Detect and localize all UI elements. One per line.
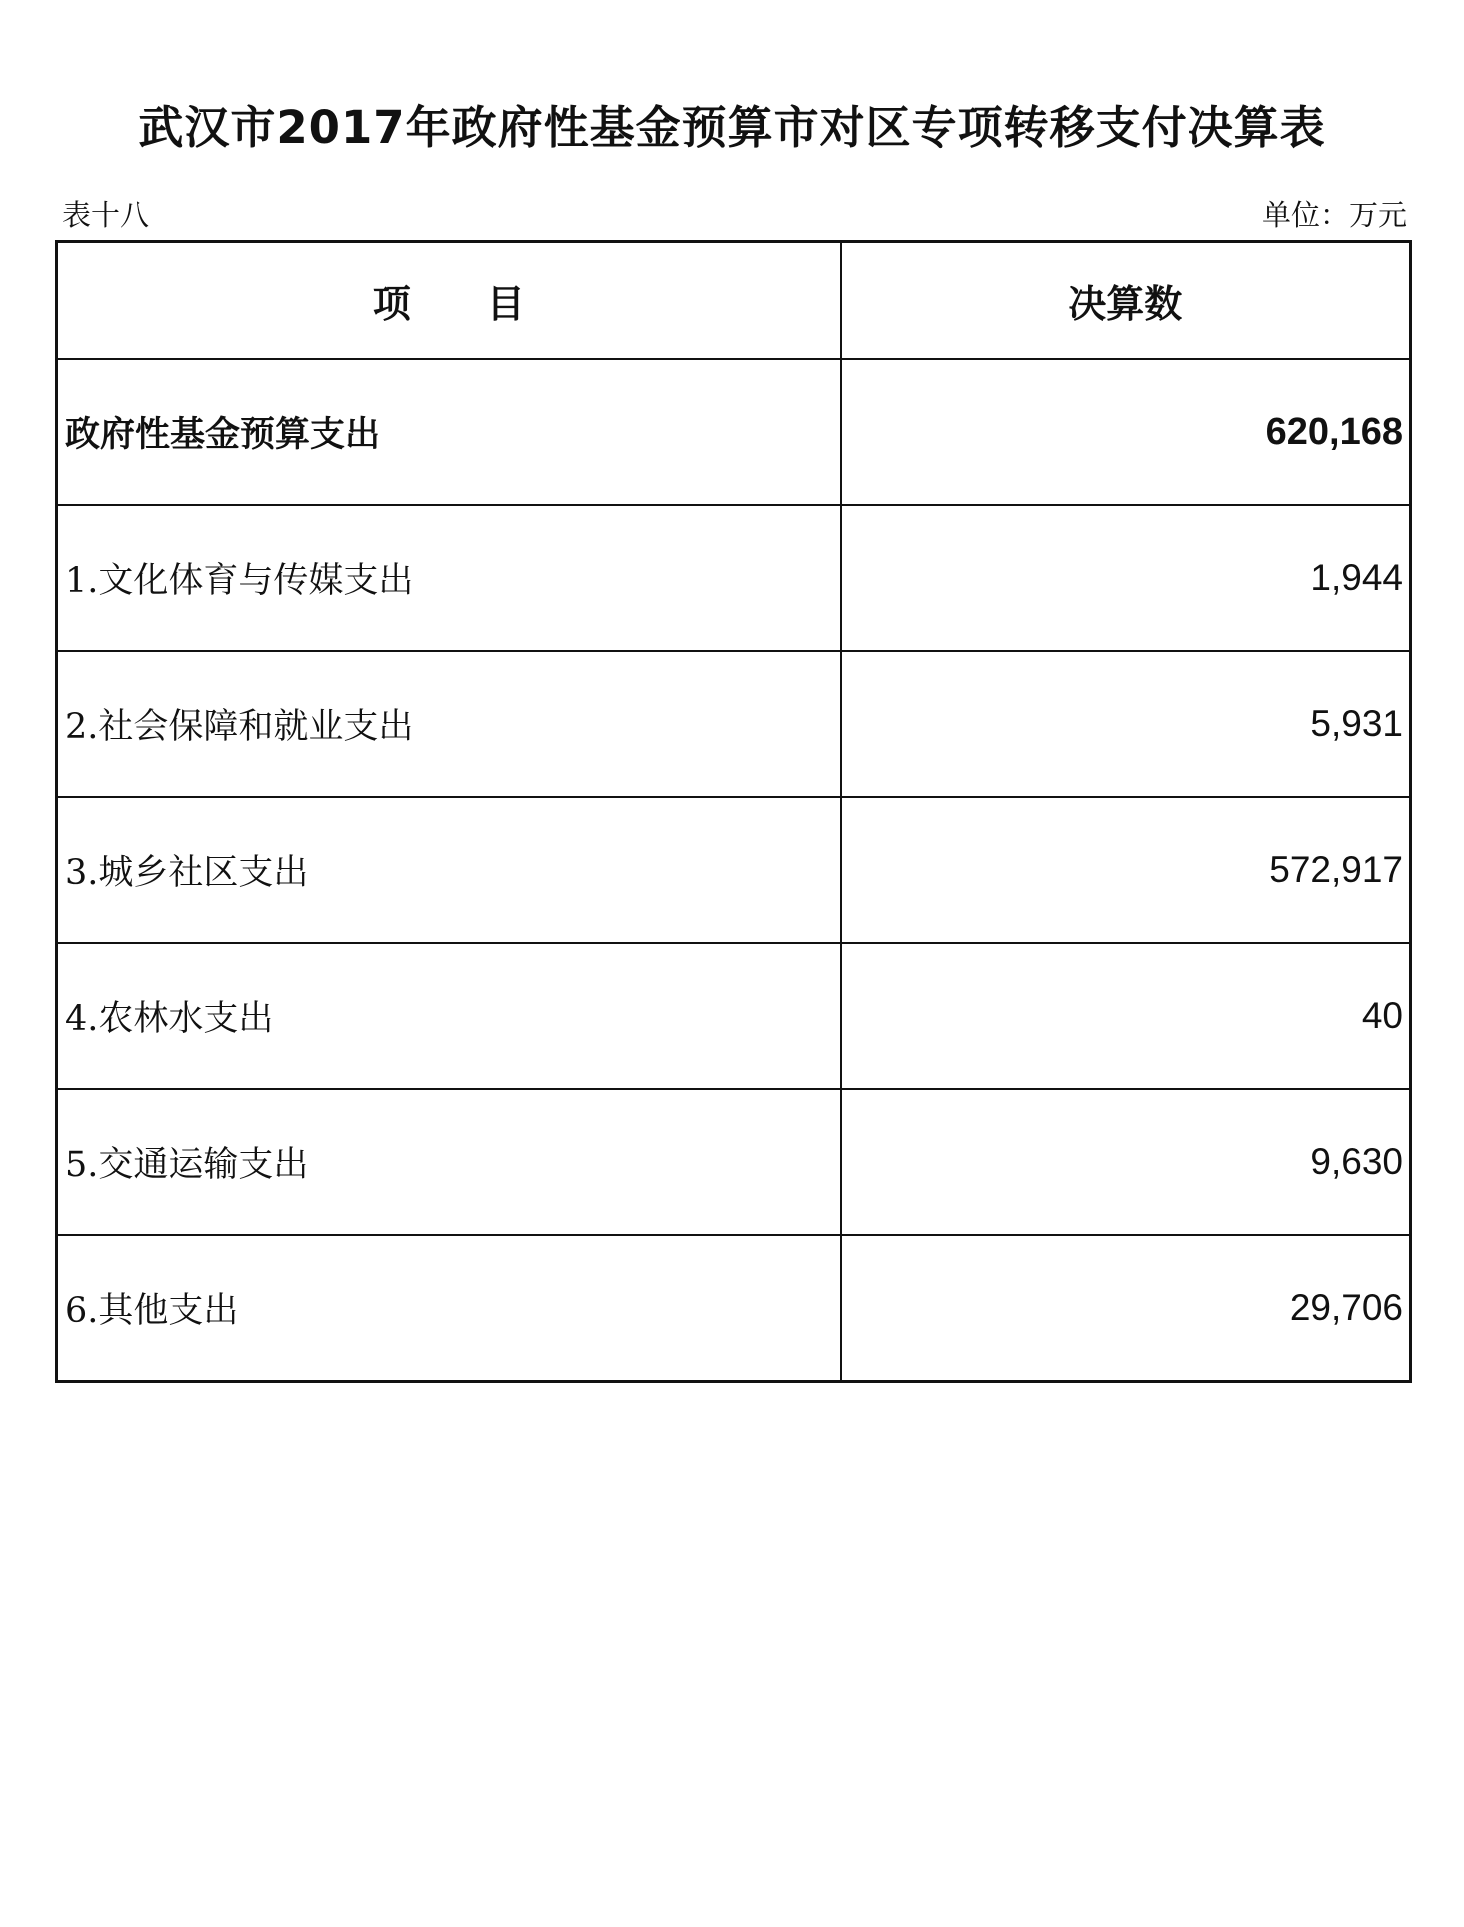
table-row	[57, 943, 1411, 1089]
row-item-value: 29,706	[841, 1235, 1411, 1382]
total-item-label: 政府性基金预算支出	[57, 359, 841, 505]
row-item-label: 1.文化体育与传媒支出	[57, 505, 841, 651]
row-item-value: 1,944	[841, 505, 1411, 651]
table-row	[57, 1089, 1411, 1235]
row-item-label: 2.社会保障和就业支出	[57, 651, 841, 797]
total-row	[57, 359, 1411, 505]
row-item-value: 9,630	[841, 1089, 1411, 1235]
table-row	[57, 797, 1411, 943]
table-row	[57, 1235, 1411, 1382]
final-accounts-table	[55, 240, 1412, 1383]
unit-label: 单位：万元	[1261, 198, 1407, 232]
row-item-label: 4.农林水支出	[57, 943, 841, 1089]
row-item-label: 3.城乡社区支出	[57, 797, 841, 943]
row-item-label: 6.其他支出	[57, 1235, 841, 1382]
row-item-value: 572,917	[841, 797, 1411, 943]
table-row	[57, 651, 1411, 797]
total-item-value: 620,168	[841, 359, 1411, 505]
table-number: 表十八	[62, 198, 150, 232]
row-item-value: 5,931	[841, 651, 1411, 797]
row-item-value: 40	[841, 943, 1411, 1089]
table-header-row	[57, 242, 1411, 360]
row-item-label: 5.交通运输支出	[57, 1089, 841, 1235]
column-header-item: 项 目	[57, 242, 841, 360]
column-header-value: 决算数	[841, 242, 1411, 360]
page-title: 武汉市2017年政府性基金预算市对区专项转移支付决算表	[138, 101, 1326, 154]
table-row	[57, 505, 1411, 651]
